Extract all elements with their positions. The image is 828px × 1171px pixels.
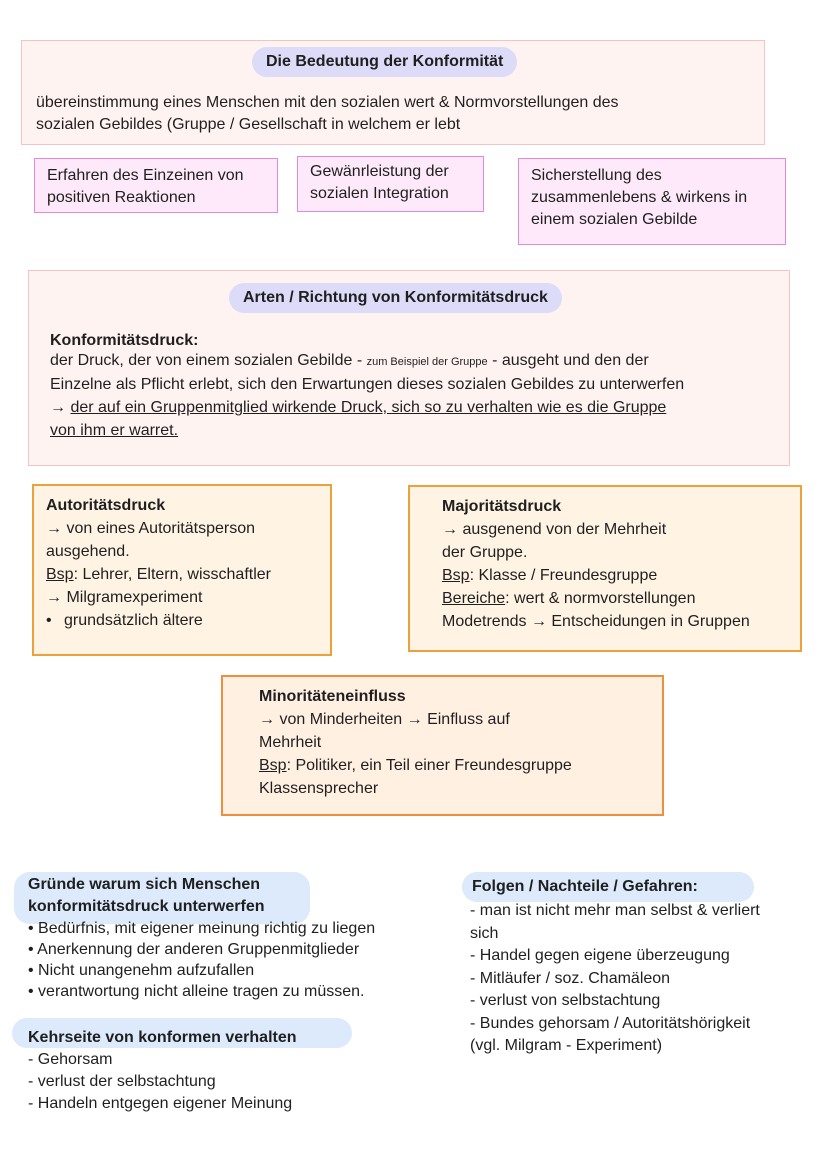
bullet-text: grundsätzlich ältere [64, 612, 203, 629]
meaning-definition-line1: übereinstimmung eines Menschen mit den sozialen wert & Normvorstellungen des [36, 94, 619, 111]
authority-bullet-line [46, 609, 318, 632]
majority-areas [442, 587, 788, 610]
arrow-icon: → [50, 399, 71, 416]
card-text-line: Gewänrleistung der [310, 163, 449, 180]
bullet-icon: • [46, 612, 52, 629]
bsp-text: : Klasse / Freundesgruppe [469, 567, 658, 584]
definition-line3 [50, 397, 666, 419]
consequences-list-item: - Bundes gehorsam / Autoritätshörigkeit [470, 1014, 751, 1032]
minority-line: Mehrheit [259, 734, 322, 751]
downside-list [28, 1049, 292, 1115]
bereiche-text: : wert & normvorstellungen [505, 590, 696, 607]
bsp-label: Bsp [442, 567, 470, 584]
meaning-card-integration [297, 156, 484, 212]
card-text-line: Sicherstellung des [531, 167, 662, 184]
definition-text: der Druck, der von einem sozialen Gebilde - [50, 352, 367, 369]
term-konformitaetsdruck: Konformitätsdruck: [50, 332, 199, 349]
bsp-label: Bsp [46, 566, 74, 583]
majority-title: Majoritätsdruck [442, 498, 562, 515]
card-text-line: Erfahren des Einzeinen von [47, 167, 244, 184]
definition-line1 [50, 350, 649, 373]
minority-title: Minoritäteneinfluss [259, 688, 406, 705]
majority-line: der Gruppe. [442, 544, 528, 561]
authority-line: → Milgramexperiment [46, 589, 203, 606]
majority-line: Modetrends → Entscheidungen in Gruppen [442, 613, 750, 630]
definition-line4: von ihm er warret. [50, 422, 179, 439]
consequences-list-item: - man ist nicht mehr man selbst & verliert [470, 902, 760, 919]
reasons-list [28, 918, 375, 1002]
authority-line: ausgehend. [46, 543, 130, 560]
card-text-line: sozialen Integration [310, 185, 449, 202]
majority-pressure-box [408, 485, 802, 652]
consequences-list-item: sich [470, 924, 499, 942]
authority-example [46, 563, 318, 586]
reasons-title-line1: Gründe warum sich Menschen [28, 876, 261, 893]
bsp-text: : Lehrer, Eltern, wisschaftler [73, 566, 271, 583]
downside-list-item: - Handeln entgegen eigener Meinung [28, 1095, 293, 1112]
minority-line: → von Minderheiten → Einfluss auf [259, 711, 510, 728]
definition-example: zum Beispiel der Gruppe [366, 356, 488, 368]
bsp-label: Bsp [259, 757, 287, 774]
meaning-card-reactions [34, 158, 278, 213]
definition-text: - ausgeht und den der [487, 352, 649, 369]
reasons-list-item: • Bedürfnis, mit eigener meinung richtig zu liegen [28, 920, 376, 937]
consequences-list-item: - Handel gegen eigene überzeugung [470, 947, 730, 964]
majority-example [442, 564, 788, 587]
consequences-title: Folgen / Nachteile / Gefahren: [472, 878, 698, 895]
definition-summary: der auf ein Gruppenmitglied wirkende Druck, sich so zu verhalten wie es die Gruppe [70, 399, 667, 416]
meaning-card-coexistence [518, 158, 786, 245]
downside-list-item: - verlust der selbstachtung [28, 1073, 216, 1090]
minority-line: Klassensprecher [259, 780, 379, 797]
card-text-line: einem sozialen Gebilde [531, 211, 698, 228]
reasons-title-line2: konformitätsdruck unterwerfen [28, 898, 265, 915]
definition-line2: Einzelne als Pflicht erlebt, sich den Erwartungen dieses sozialen Gebildes zu unterwerfen [50, 376, 685, 393]
minority-example [259, 754, 650, 777]
reasons-list-item: • Nicht unangenehm aufzufallen [28, 962, 255, 979]
downside-title: Kehrseite von konformen verhalten [28, 1029, 297, 1046]
card-text-line: positiven Reaktionen [47, 189, 196, 206]
meaning-title: Die Bedeutung der Konformität [252, 47, 517, 77]
consequences-list-item: - Mitläufer / soz. Chamäleon [470, 969, 671, 987]
authority-pressure-box [32, 484, 332, 656]
types-title: Arten / Richtung von Konformitätsdruck [229, 283, 562, 313]
bsp-text: : Politiker, ein Teil einer Freundesgruppe [286, 757, 572, 774]
consequences-list [470, 900, 760, 1058]
card-text-line: zusammenlebens & wirkens in [531, 189, 748, 206]
meaning-definition-line2: sozialen Gebildes (Gruppe / Gesellschaft in welchem er lebt [36, 116, 461, 133]
authority-title: Autoritätsdruck [46, 497, 166, 514]
downside-list-item: - Gehorsam [28, 1051, 113, 1068]
reasons-list-item: • verantwortung nicht alleine tragen zu müssen. [28, 983, 365, 1000]
consequences-list-item: - verlust von selbstachtung [470, 992, 661, 1009]
bereiche-label: Bereiche [442, 590, 506, 607]
majority-line: → ausgenend von der Mehrheit [442, 521, 667, 538]
reasons-list-item: • Anerkennung der anderen Gruppenmitglieder [28, 941, 360, 958]
minority-influence-box [221, 675, 664, 816]
authority-line: → von eines Autoritätsperson [46, 520, 256, 537]
consequences-list-item: (vgl. Milgram - Experiment) [470, 1037, 663, 1054]
